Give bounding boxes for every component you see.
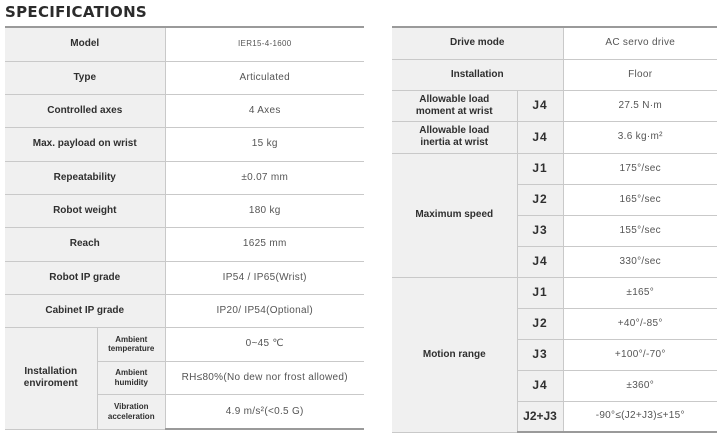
spec-value: IER15-4-1600 — [165, 27, 364, 61]
spec-row-max-payload — [5, 127, 364, 161]
joint-label: J1 — [517, 153, 563, 184]
spec-label: Allowable load moment at wrist — [392, 90, 517, 121]
spec-row-cabinet-ip — [5, 294, 364, 327]
spec-row-controlled-axes — [5, 94, 364, 127]
spec-row-repeatability — [5, 161, 364, 194]
joint-label: J1 — [517, 277, 563, 308]
spec-row-robot-ip — [5, 261, 364, 294]
spec-label: Cabinet IP grade — [5, 294, 165, 327]
spec-value: 175°/sec — [563, 153, 717, 184]
installation-sub-label: Ambient humidity — [97, 362, 165, 395]
installation-sub-label: Ambient temperature — [97, 328, 165, 362]
spec-value: ±360° — [563, 370, 717, 401]
installation-label: Installation enviroment — [5, 328, 97, 429]
specs-table-right — [392, 26, 717, 433]
max-speed-label: Maximum speed — [392, 153, 517, 277]
spec-row-installation-type — [392, 59, 717, 90]
spec-value: -90°≤(J2+J3)≤+15° — [563, 401, 717, 432]
spec-value: Articulated — [165, 61, 364, 94]
spec-value: 3.6 kg·m² — [563, 121, 717, 153]
joint-label: J4 — [517, 246, 563, 277]
spec-label: Type — [5, 61, 165, 94]
spec-value: IP54 / IP65(Wrist) — [165, 261, 364, 294]
page-title: SPECIFICATIONS — [5, 3, 148, 21]
spec-row-allowable-inertia — [392, 121, 717, 153]
joint-label: J3 — [517, 215, 563, 246]
spec-value: 27.5 N·m — [563, 90, 717, 121]
spec-value: RH≤80%(No dew nor frost allowed) — [165, 361, 364, 394]
installation-subtable — [5, 328, 165, 429]
spec-row-allowable-moment — [392, 90, 717, 121]
spec-value: 1625 mm — [165, 227, 364, 261]
specs-table-left — [5, 26, 364, 430]
joint-label: J4 — [517, 370, 563, 401]
spec-value: Floor — [563, 59, 717, 90]
spec-row-installation — [5, 327, 364, 361]
spec-value: 4.9 m/s²(<0.5 G) — [165, 395, 364, 429]
range-row-j1 — [392, 277, 717, 308]
spec-label: Controlled axes — [5, 94, 165, 127]
spec-row-reach — [5, 227, 364, 261]
spec-value: IP20/ IP54(Optional) — [165, 294, 364, 327]
joint-label: J4 — [517, 90, 563, 121]
spec-label: Model — [5, 27, 165, 61]
joint-label: J2+J3 — [517, 401, 563, 432]
spec-label: Max. payload on wrist — [5, 127, 165, 161]
spec-row-type — [5, 61, 364, 94]
spec-label: Repeatability — [5, 161, 165, 194]
spec-value: 0~45 ℃ — [165, 327, 364, 361]
spec-label: Robot weight — [5, 194, 165, 227]
joint-label: J4 — [517, 121, 563, 153]
spec-label: Robot IP grade — [5, 261, 165, 294]
spec-value: 330°/sec — [563, 246, 717, 277]
spec-label: Drive mode — [392, 27, 563, 59]
spec-value: ±165° — [563, 277, 717, 308]
spec-value: ±0.07 mm — [165, 161, 364, 194]
speed-row-j1 — [392, 153, 717, 184]
spec-row-model — [5, 27, 364, 61]
spec-row-drive-mode — [392, 27, 717, 59]
joint-label: J2 — [517, 308, 563, 339]
motion-range-label: Motion range — [392, 277, 517, 432]
spec-value: AC servo drive — [563, 27, 717, 59]
spec-value: +100°/-70° — [563, 339, 717, 370]
spec-row-robot-weight — [5, 194, 364, 227]
spec-value: +40°/-85° — [563, 308, 717, 339]
installation-group — [5, 327, 165, 429]
joint-label: J2 — [517, 184, 563, 215]
installation-sub-label: Vibration acceleration — [97, 395, 165, 429]
spec-label: Installation — [392, 59, 563, 90]
spec-value: 180 kg — [165, 194, 364, 227]
spec-value: 15 kg — [165, 127, 364, 161]
joint-label: J3 — [517, 339, 563, 370]
spec-label: Allowable load inertia at wrist — [392, 121, 517, 153]
spec-value: 155°/sec — [563, 215, 717, 246]
spec-value: 4 Axes — [165, 94, 364, 127]
spec-value: 165°/sec — [563, 184, 717, 215]
spec-label: Reach — [5, 227, 165, 261]
